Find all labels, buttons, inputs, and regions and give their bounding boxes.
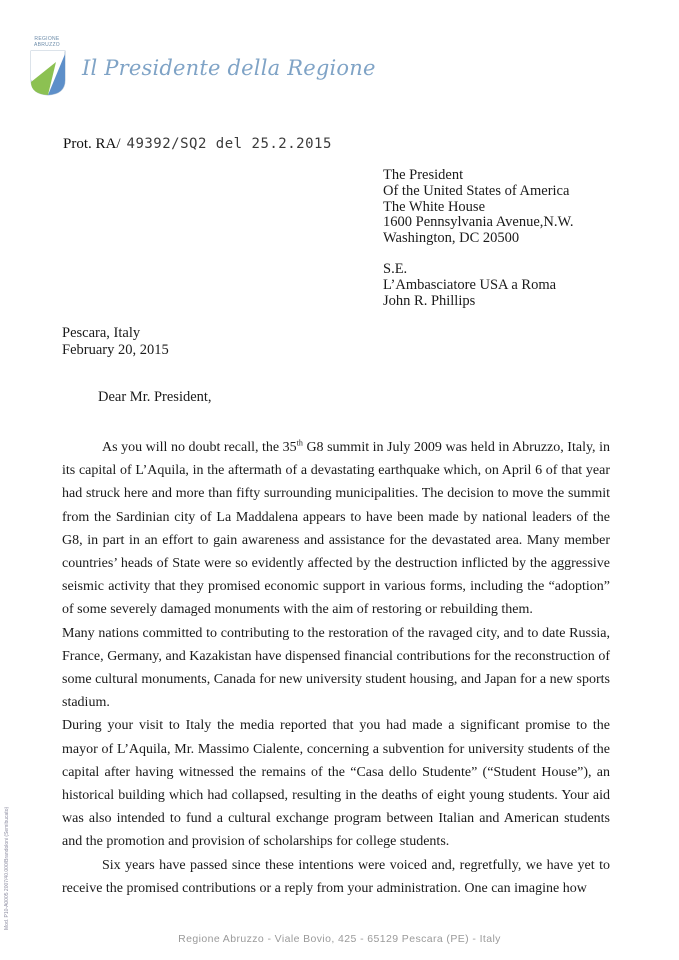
ordinal-suffix: th — [296, 438, 303, 448]
footer-address: Regione Abruzzo - Viale Bovio, 425 - 65129 Pescara (PE) - Italy — [178, 933, 501, 945]
letter-body — [62, 436, 610, 900]
logo-label-line2: ABRUZZO — [34, 41, 60, 48]
abruzzo-crest-icon — [30, 50, 66, 96]
body-paragraph-3: During your visit to Italy the media reported that you had made a significant promise to the mayor of L’Aquila, Mr. Massimo Cialente, concerning a subvention for university students of the capital after having witnessed the remains of the “Casa dello Studente” (“Student House”), an historical building which had collapsed, resulting in the deaths of eight young students. Your aid was also intended to fund a cultural exchange program between Italian and American students and the promotion and provision of scholarships for college students. — [62, 718, 610, 850]
body-paragraph-4: Six years have passed since these intentions were voiced and, regretfully, we have yet to receive the promised contributions or a reply from your administration. One can imagine how — [62, 857, 610, 896]
address-line: 1600 Pennsylvania Avenue,N.W. — [383, 214, 574, 231]
body-paragraph-2: Many nations committed to contributing to the restoration of the ravaged city, and to date Russia, France, Germany, and Kazakistan have dispensed financial contributions for the reconstruction of some cultural monuments, Canada for new university student housing, and Japan for a new sports stadium. — [62, 625, 610, 711]
address-line: John R. Phillips — [383, 292, 476, 309]
address-line: The President — [383, 167, 464, 183]
address-line: S.E. — [383, 261, 408, 277]
address-line: L’Ambasciatore USA a Roma — [383, 276, 557, 293]
letter-date: February 20, 2015 — [62, 342, 169, 358]
primary-recipient-address — [383, 168, 574, 247]
sender-location-date — [62, 325, 169, 359]
address-line: The White House — [383, 198, 486, 215]
sender-place: Pescara, Italy — [62, 325, 141, 341]
form-code-sidenote: Mod. P10-A0005 2007/40.000/Brandoloni (Semibucato) — [4, 806, 10, 930]
header-title: Il Presidente della Regione — [82, 56, 376, 80]
address-line: Of the United States of America — [383, 182, 570, 199]
logo-label — [30, 37, 64, 48]
body-paragraph-1 — [62, 436, 610, 622]
protocol-label: Prot. RA/ — [63, 136, 121, 152]
logo-label-line1: REGIONE — [34, 36, 60, 42]
salutation: Dear Mr. President, — [98, 389, 212, 405]
p1-text-rest: G8 summit in July 2009 was held in Abruzzo, Italy, in its capital of L’Aquila, in the aftermath of a devastating earthquake which, on April 6 of that year had struck here and more than fifty surrounding municipalities. The decision to move the summit from the Sardinian city of La Maddalena appears to have been made by national leaders of the G8, in part in an effort to gain awareness and assistance for the devastated area. Many member countries’ heads of State were so evidently affected by the destruction inflicted by the aggressive seismic activity that they promised economic support in various forms, including the “adoption” of some severely damaged monuments with the aim of restoring or rebuilding them. — [62, 440, 610, 618]
secondary-recipient-address — [383, 262, 556, 309]
protocol-line — [63, 136, 332, 153]
p1-text-start: As you will no doubt recall, the 35 — [102, 440, 297, 455]
protocol-number: 49392/SQ2 del 25.2.2015 — [126, 136, 332, 152]
address-line: Washington, DC 20500 — [383, 230, 520, 247]
